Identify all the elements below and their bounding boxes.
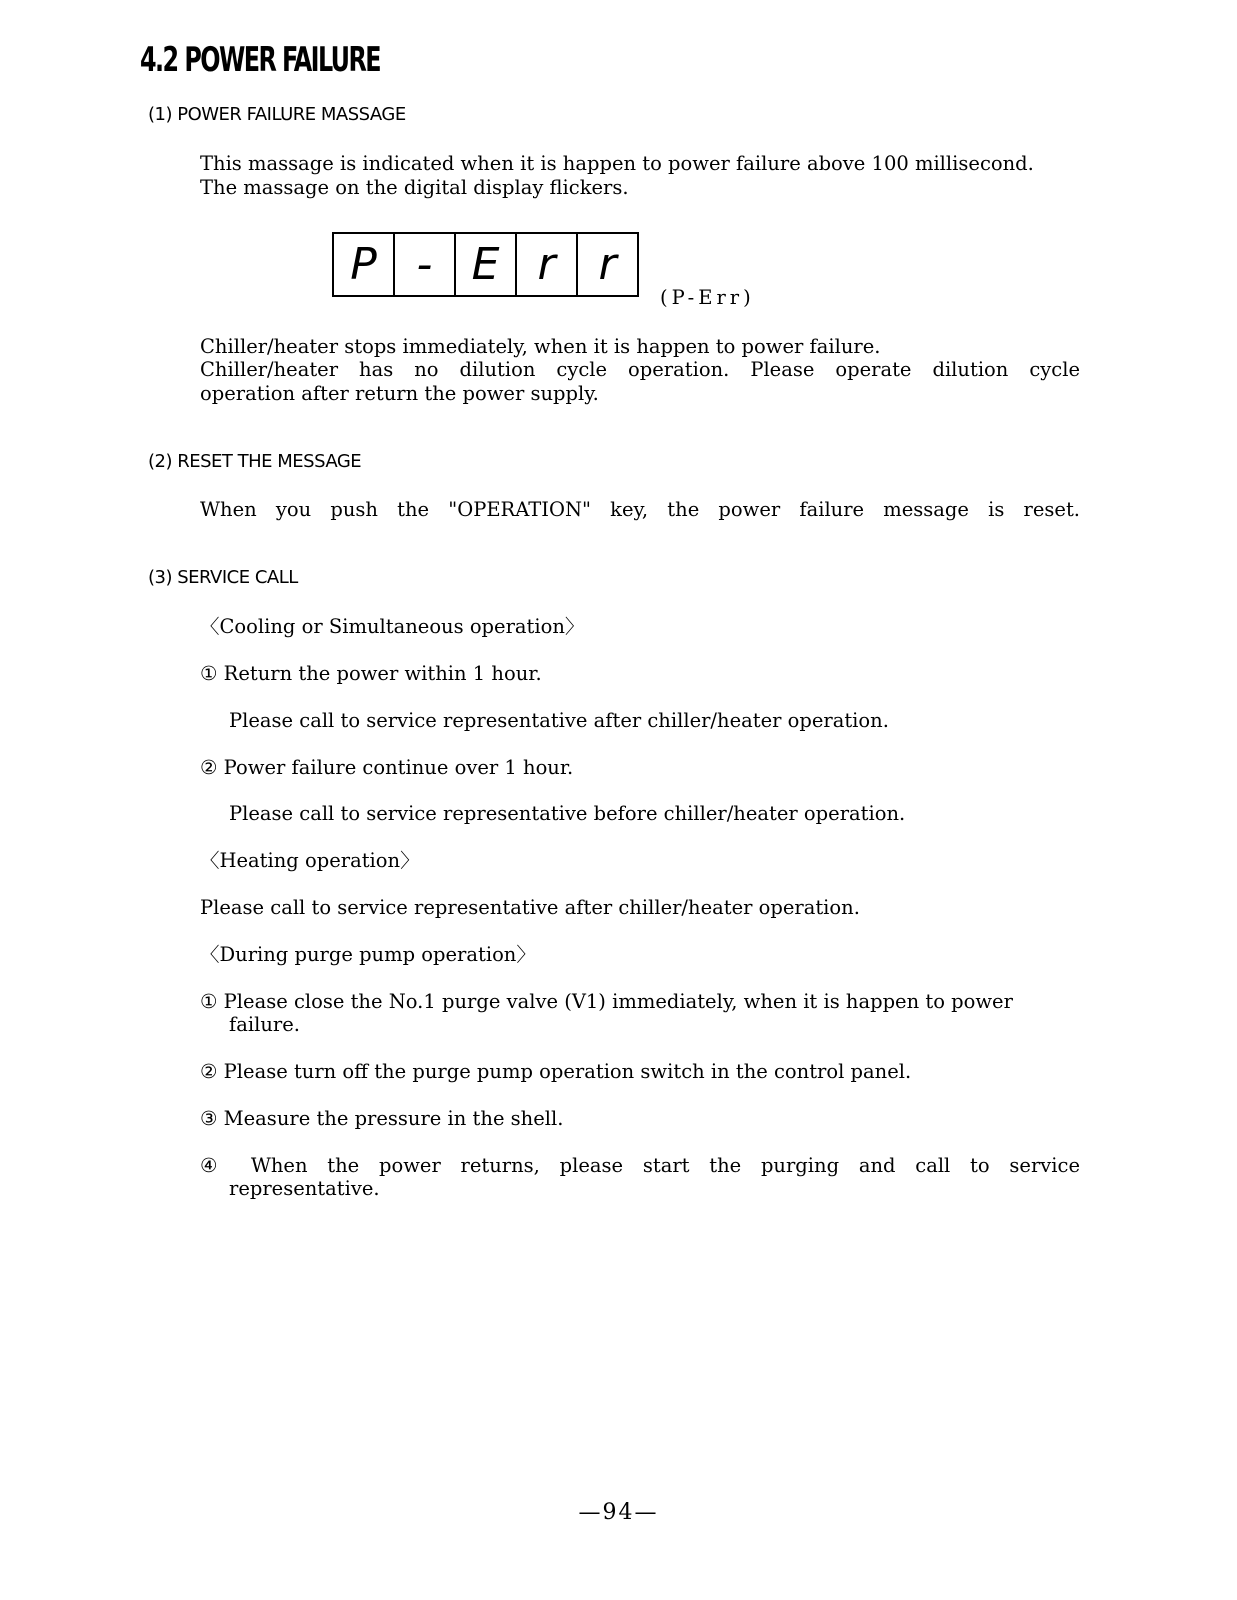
display-cell: r bbox=[598, 239, 617, 290]
purge-item-2: ② Please turn off the purge pump operation switch in the control panel. bbox=[200, 1060, 912, 1083]
section-1-line-2: The massage on the digital display flickers. bbox=[200, 176, 629, 199]
display-cell: P bbox=[334, 234, 395, 295]
display-caption: (P-Err) bbox=[660, 286, 755, 309]
purge-item-4: ④ When the power returns, please start the purging and call to service bbox=[200, 1154, 1080, 1177]
section-1-title: (1) POWER FAILURE MASSAGE bbox=[148, 104, 406, 125]
cooling-item-2: ② Power failure continue over 1 hour. bbox=[200, 756, 574, 779]
cooling-heading: 〈Cooling or Simultaneous operation〉 bbox=[200, 615, 585, 638]
purge-heading: 〈During purge pump operation〉 bbox=[200, 943, 536, 966]
cooling-item-2-note: Please call to service representative before chiller/heater operation. bbox=[229, 802, 906, 825]
purge-item-1: ① Please close the No.1 purge valve (V1) immediately, when it is happen to power bbox=[200, 990, 1013, 1013]
section-1-line-1: This massage is indicated when it is happen to power failure above 100 millisecond. bbox=[200, 152, 1034, 175]
purge-item-4-cont: representative. bbox=[229, 1177, 380, 1200]
section-1-para-line-1: Chiller/heater stops immediately, when it is happen to power failure. bbox=[200, 335, 881, 358]
display-cell: E bbox=[456, 234, 517, 295]
section-1-para-line-2: Chiller/heater has no dilution cycle operation. Please operate dilution cycle bbox=[200, 358, 1080, 381]
section-1-para-line-3: operation after return the power supply. bbox=[200, 382, 599, 405]
page-title: 4.2 POWER FAILURE bbox=[140, 40, 381, 80]
section-3-title: (3) SERVICE CALL bbox=[148, 567, 298, 588]
section-2-line: When you push the "OPERATION" key, the power failure message is reset. bbox=[200, 498, 1080, 521]
purge-item-3: ③ Measure the pressure in the shell. bbox=[200, 1107, 564, 1130]
purge-item-1-cont: failure. bbox=[229, 1013, 300, 1036]
display-cell: r bbox=[517, 234, 578, 295]
heating-line: Please call to service representative after chiller/heater operation. bbox=[200, 896, 860, 919]
display-cell: - bbox=[395, 234, 456, 295]
digital-display bbox=[332, 232, 639, 297]
heating-heading: 〈Heating operation〉 bbox=[200, 849, 420, 872]
cooling-item-1: ① Return the power within 1 hour. bbox=[200, 662, 542, 685]
page-number: —94— bbox=[578, 1500, 659, 1525]
section-2-title: (2) RESET THE MESSAGE bbox=[148, 451, 362, 472]
cooling-item-1-note: Please call to service representative after chiller/heater operation. bbox=[229, 709, 889, 732]
